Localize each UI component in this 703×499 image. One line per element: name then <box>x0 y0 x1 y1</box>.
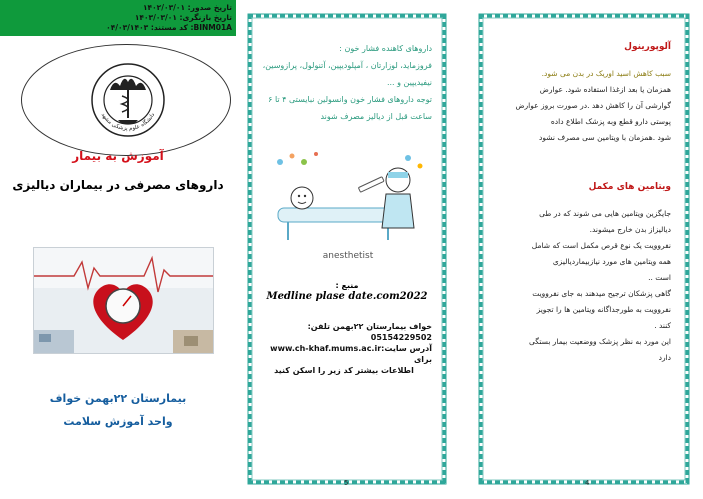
page-4-panel <box>469 0 699 499</box>
text-line: همه ویتامین های مورد نیازبیماردیالیزی <box>552 257 671 266</box>
drug-list-line: فروزماید، لوزارتان ، آمپلودیپین، آتنولول، پرازوسین، <box>262 61 432 70</box>
text-line: گوارشی آن را کاهش دهد .در صورت بروز عوارض <box>515 101 671 110</box>
drug-list-line: نیفیدیپین و ... <box>386 78 432 87</box>
blood-pressure-heart-image <box>33 247 214 354</box>
document-codes <box>32 3 232 33</box>
text-line: نفروویت یک نوع قرص مکمل است که شامل <box>531 241 671 250</box>
text-line: همزمان یا بعد ازغذا استفاده شود. عوارض <box>539 85 671 94</box>
drug-note-line: توجه داروهای فشار خون وانسولین نبایستی ۴ تا ۶ <box>268 95 432 104</box>
text-line: پوستی دارو قطع وبه پزشک اطلاع داده <box>550 117 671 126</box>
contact-phone: خواف بیمارستان ۲۲بهمن تلفن: 05154229502 <box>307 322 432 342</box>
contact-scan-note: اطلاعات بیشتر کد زیر را اسکن کنید <box>274 366 414 375</box>
text-line: کنند . <box>654 321 671 330</box>
text-line: جایگزین ویتامین هایی می شوند که در طی <box>539 209 671 218</box>
contact-website: آدرس سایت:www.ch-khaf.mums.ac.ir برای <box>270 344 432 364</box>
text-line: گاهی پزشکان ترجیح میدهند به جای نفروویت <box>532 289 671 298</box>
supplement-vitamins-text <box>493 206 671 366</box>
revision-date: تاریخ بازنگری: ۱۴۰۳/۰۳/۰۱ <box>134 13 232 22</box>
seal-text: دانشگاه علوم پزشکی مشهد <box>99 112 157 133</box>
text-line: سبب کاهش اسید اوریک در بدن می شود. <box>541 69 671 78</box>
page-number: 5 <box>344 479 349 487</box>
document-code: BINM01A: کد مستند: ۰۴/۰۳/۱۴۰۳ <box>106 23 232 32</box>
anesthetist-illustration <box>258 148 438 266</box>
text-line: دیالیزاز بدن خارج میشوند. <box>589 225 671 234</box>
supplement-vitamins-heading: ویتامین های مکمل <box>588 182 671 192</box>
allopurinol-heading: آلوپورینول <box>624 42 671 52</box>
hospital-name: بیمارستان ۲۲بهمن خواف <box>49 392 187 405</box>
cover-panel <box>0 0 236 499</box>
allopurinol-text <box>493 66 671 146</box>
blood-pressure-drugs-section <box>262 40 432 125</box>
cover-subtitle: داروهای مصرفی در بیماران دیالیزی <box>12 178 224 192</box>
page-number: 4 <box>585 479 590 487</box>
drug-note-line: ساعت قبل از دیالیز مصرف شوند <box>320 112 432 121</box>
page-5-panel <box>236 0 458 499</box>
text-line: نفروویت به طورجداگانه ویتامین ها را تجویز <box>536 305 671 314</box>
source-reference: Medline plase date.com2022 <box>266 291 428 302</box>
cover-title: آموزش به بیمار <box>72 149 164 163</box>
contact-info <box>256 321 432 376</box>
university-seal-logo <box>88 60 168 140</box>
unit-name: واحد آموزش سلامت <box>63 415 173 428</box>
illustration-caption: anesthetist <box>322 251 374 261</box>
text-line: این مورد به نظر پزشک ووضعیت بیمار بستگی <box>528 337 671 346</box>
issue-date: تاریخ صدور: ۱۴۰۲/۰۳/۰۱ <box>142 3 232 12</box>
text-line: دارد <box>658 353 671 362</box>
text-line: شود .همزمان با ویتامین سی مصرف نشود <box>538 133 671 142</box>
text-line: است .. <box>648 273 671 282</box>
drug-heading: داروهای کاهنده فشار خون : <box>339 44 432 53</box>
source-label: منبع : <box>335 281 359 290</box>
